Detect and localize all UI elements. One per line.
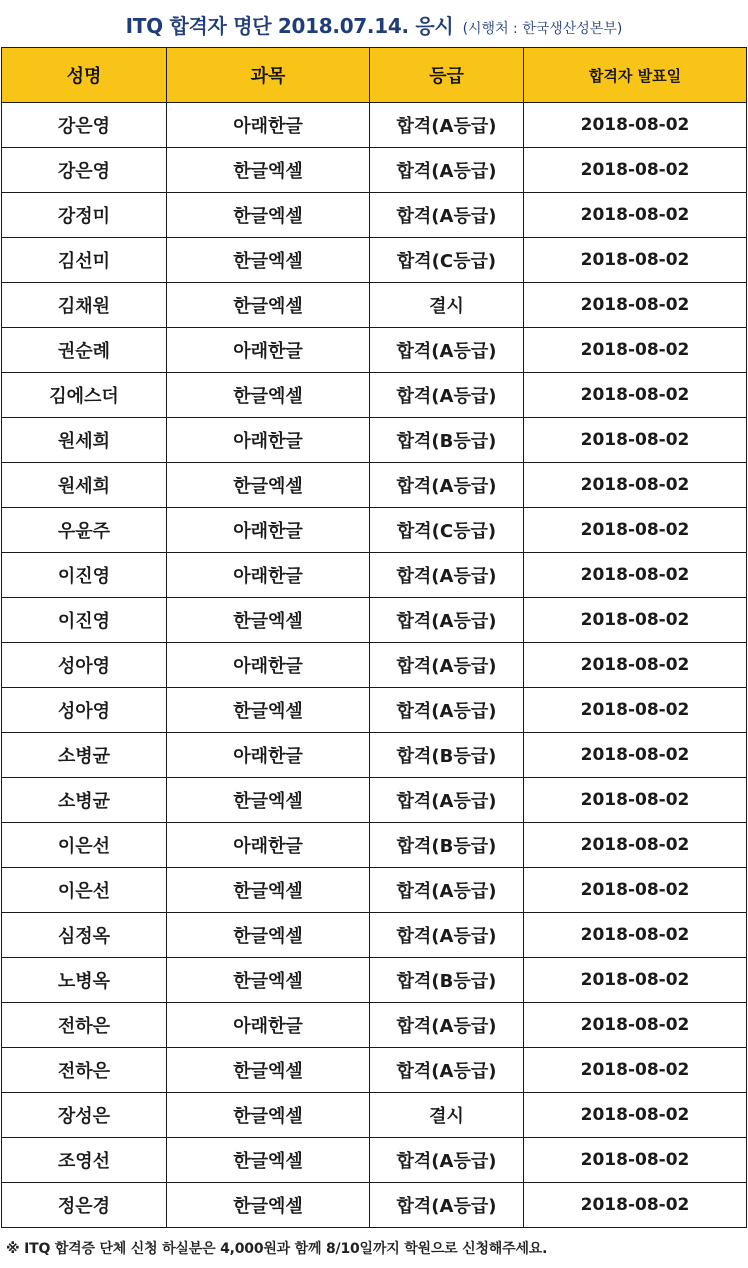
title-main: ITQ 합격자 명단 2018.07.14. 응시: [125, 14, 454, 38]
cell-date: 2018-08-02: [524, 553, 747, 598]
table-row: [2, 238, 747, 283]
cell-grade: 합격(B등급): [370, 958, 524, 1003]
cell-subject: 한글엑셀: [167, 958, 370, 1003]
cell-date: 2018-08-02: [524, 823, 747, 868]
cell-name: 이은선: [2, 868, 167, 913]
cell-subject: 한글엑셀: [167, 913, 370, 958]
cell-name: 이진영: [2, 553, 167, 598]
cell-date: 2018-08-02: [524, 193, 747, 238]
table-row: [2, 958, 747, 1003]
cell-date: 2018-08-02: [524, 913, 747, 958]
cell-date: 2018-08-02: [524, 373, 747, 418]
cell-grade: 합격(A등급): [370, 463, 524, 508]
cell-date: 2018-08-02: [524, 733, 747, 778]
cell-grade: 합격(C등급): [370, 508, 524, 553]
cell-subject: 아래한글: [167, 553, 370, 598]
table-row: [2, 733, 747, 778]
cell-date: 2018-08-02: [524, 958, 747, 1003]
table-row: [2, 103, 747, 148]
cell-subject: 아래한글: [167, 328, 370, 373]
cell-name: 심정옥: [2, 913, 167, 958]
page-title: [0, 10, 748, 42]
cell-subject: 한글엑셀: [167, 778, 370, 823]
cell-name: 강은영: [2, 148, 167, 193]
cell-grade: 합격(A등급): [370, 553, 524, 598]
cell-subject: 한글엑셀: [167, 1048, 370, 1093]
cell-name: 소병균: [2, 778, 167, 823]
cell-grade: 합격(B등급): [370, 823, 524, 868]
header-row: [2, 48, 747, 103]
cell-date: 2018-08-02: [524, 1138, 747, 1183]
table-row: [2, 868, 747, 913]
cell-date: 2018-08-02: [524, 1093, 747, 1138]
table-row: [2, 688, 747, 733]
cell-name: 정은경: [2, 1183, 167, 1228]
cell-grade: 합격(A등급): [370, 328, 524, 373]
cell-subject: 한글엑셀: [167, 1183, 370, 1228]
header-announce-date: 합격자 발표일: [524, 48, 747, 103]
cell-subject: 한글엑셀: [167, 463, 370, 508]
cell-grade: 결시: [370, 283, 524, 328]
cell-grade: 합격(A등급): [370, 913, 524, 958]
table-body: [2, 103, 747, 1228]
cell-grade: 합격(A등급): [370, 1138, 524, 1183]
cell-subject: 아래한글: [167, 418, 370, 463]
table-row: [2, 148, 747, 193]
cell-name: 김채원: [2, 283, 167, 328]
cell-name: 전하은: [2, 1048, 167, 1093]
cell-subject: 한글엑셀: [167, 868, 370, 913]
cell-grade: 합격(A등급): [370, 1003, 524, 1048]
cell-subject: 한글엑셀: [167, 283, 370, 328]
cell-date: 2018-08-02: [524, 688, 747, 733]
cell-grade: 합격(A등급): [370, 103, 524, 148]
cell-subject: 한글엑셀: [167, 1093, 370, 1138]
table-row: [2, 1003, 747, 1048]
cell-date: 2018-08-02: [524, 328, 747, 373]
cell-date: 2018-08-02: [524, 508, 747, 553]
cell-subject: 한글엑셀: [167, 148, 370, 193]
cell-subject: 한글엑셀: [167, 688, 370, 733]
cell-name: 노병옥: [2, 958, 167, 1003]
cell-date: 2018-08-02: [524, 1183, 747, 1228]
cell-name: 소병균: [2, 733, 167, 778]
cell-name: 김선미: [2, 238, 167, 283]
table-row: [2, 463, 747, 508]
cell-subject: 한글엑셀: [167, 238, 370, 283]
cell-subject: 한글엑셀: [167, 1138, 370, 1183]
table-row: [2, 328, 747, 373]
cell-grade: 합격(A등급): [370, 1048, 524, 1093]
cell-subject: 한글엑셀: [167, 373, 370, 418]
cell-subject: 아래한글: [167, 103, 370, 148]
cell-date: 2018-08-02: [524, 1048, 747, 1093]
table-row: [2, 778, 747, 823]
cell-date: 2018-08-02: [524, 238, 747, 283]
cell-grade: 합격(A등급): [370, 643, 524, 688]
cell-name: 우윤주: [2, 508, 167, 553]
cell-grade: 합격(C등급): [370, 238, 524, 283]
table-row: [2, 643, 747, 688]
cell-subject: 한글엑셀: [167, 193, 370, 238]
table-row: [2, 418, 747, 463]
table-row: [2, 913, 747, 958]
cell-subject: 한글엑셀: [167, 598, 370, 643]
cell-name: 성아영: [2, 643, 167, 688]
footnote: ※ ITQ 합격증 단체 신청 하실분은 4,000원과 함께 8/10일까지 학원으로 신청해주세요.: [6, 1241, 548, 1257]
table-row: [2, 1138, 747, 1183]
table-row: [2, 283, 747, 328]
cell-grade: 합격(A등급): [370, 598, 524, 643]
table-row: [2, 373, 747, 418]
cell-grade: 합격(A등급): [370, 688, 524, 733]
cell-name: 원세희: [2, 418, 167, 463]
cell-subject: 아래한글: [167, 508, 370, 553]
cell-name: 성아영: [2, 688, 167, 733]
cell-name: 권순례: [2, 328, 167, 373]
cell-date: 2018-08-02: [524, 418, 747, 463]
cell-name: 전하은: [2, 1003, 167, 1048]
cell-name: 조영선: [2, 1138, 167, 1183]
table-row: [2, 508, 747, 553]
cell-grade: 합격(A등급): [370, 148, 524, 193]
cell-date: 2018-08-02: [524, 148, 747, 193]
table-row: [2, 553, 747, 598]
table-row: [2, 1183, 747, 1228]
results-table: [1, 47, 747, 1228]
table-row: [2, 1093, 747, 1138]
table-row: [2, 193, 747, 238]
cell-grade: 합격(B등급): [370, 418, 524, 463]
header-subject: 과목: [167, 48, 370, 103]
cell-grade: 합격(A등급): [370, 193, 524, 238]
cell-date: 2018-08-02: [524, 598, 747, 643]
cell-grade: 합격(A등급): [370, 1183, 524, 1228]
cell-subject: 아래한글: [167, 733, 370, 778]
cell-name: 강정미: [2, 193, 167, 238]
cell-date: 2018-08-02: [524, 1003, 747, 1048]
cell-date: 2018-08-02: [524, 778, 747, 823]
cell-name: 김에스더: [2, 373, 167, 418]
cell-name: 강은영: [2, 103, 167, 148]
cell-date: 2018-08-02: [524, 643, 747, 688]
cell-subject: 아래한글: [167, 643, 370, 688]
table-row: [2, 1048, 747, 1093]
cell-grade: 합격(A등급): [370, 868, 524, 913]
cell-name: 원세희: [2, 463, 167, 508]
title-issuer: (시행처 : 한국생산성본부): [462, 21, 623, 37]
cell-subject: 아래한글: [167, 823, 370, 868]
cell-subject: 아래한글: [167, 1003, 370, 1048]
cell-grade: 합격(A등급): [370, 373, 524, 418]
header-grade: 등급: [370, 48, 524, 103]
cell-date: 2018-08-02: [524, 103, 747, 148]
cell-grade: 합격(B등급): [370, 733, 524, 778]
table-row: [2, 598, 747, 643]
cell-date: 2018-08-02: [524, 283, 747, 328]
table-header: [2, 48, 747, 103]
cell-name: 장성은: [2, 1093, 167, 1138]
header-name: 성명: [2, 48, 167, 103]
cell-name: 이진영: [2, 598, 167, 643]
cell-name: 이은선: [2, 823, 167, 868]
table-row: [2, 823, 747, 868]
cell-date: 2018-08-02: [524, 463, 747, 508]
cell-grade: 합격(A등급): [370, 778, 524, 823]
cell-date: 2018-08-02: [524, 868, 747, 913]
cell-grade: 결시: [370, 1093, 524, 1138]
